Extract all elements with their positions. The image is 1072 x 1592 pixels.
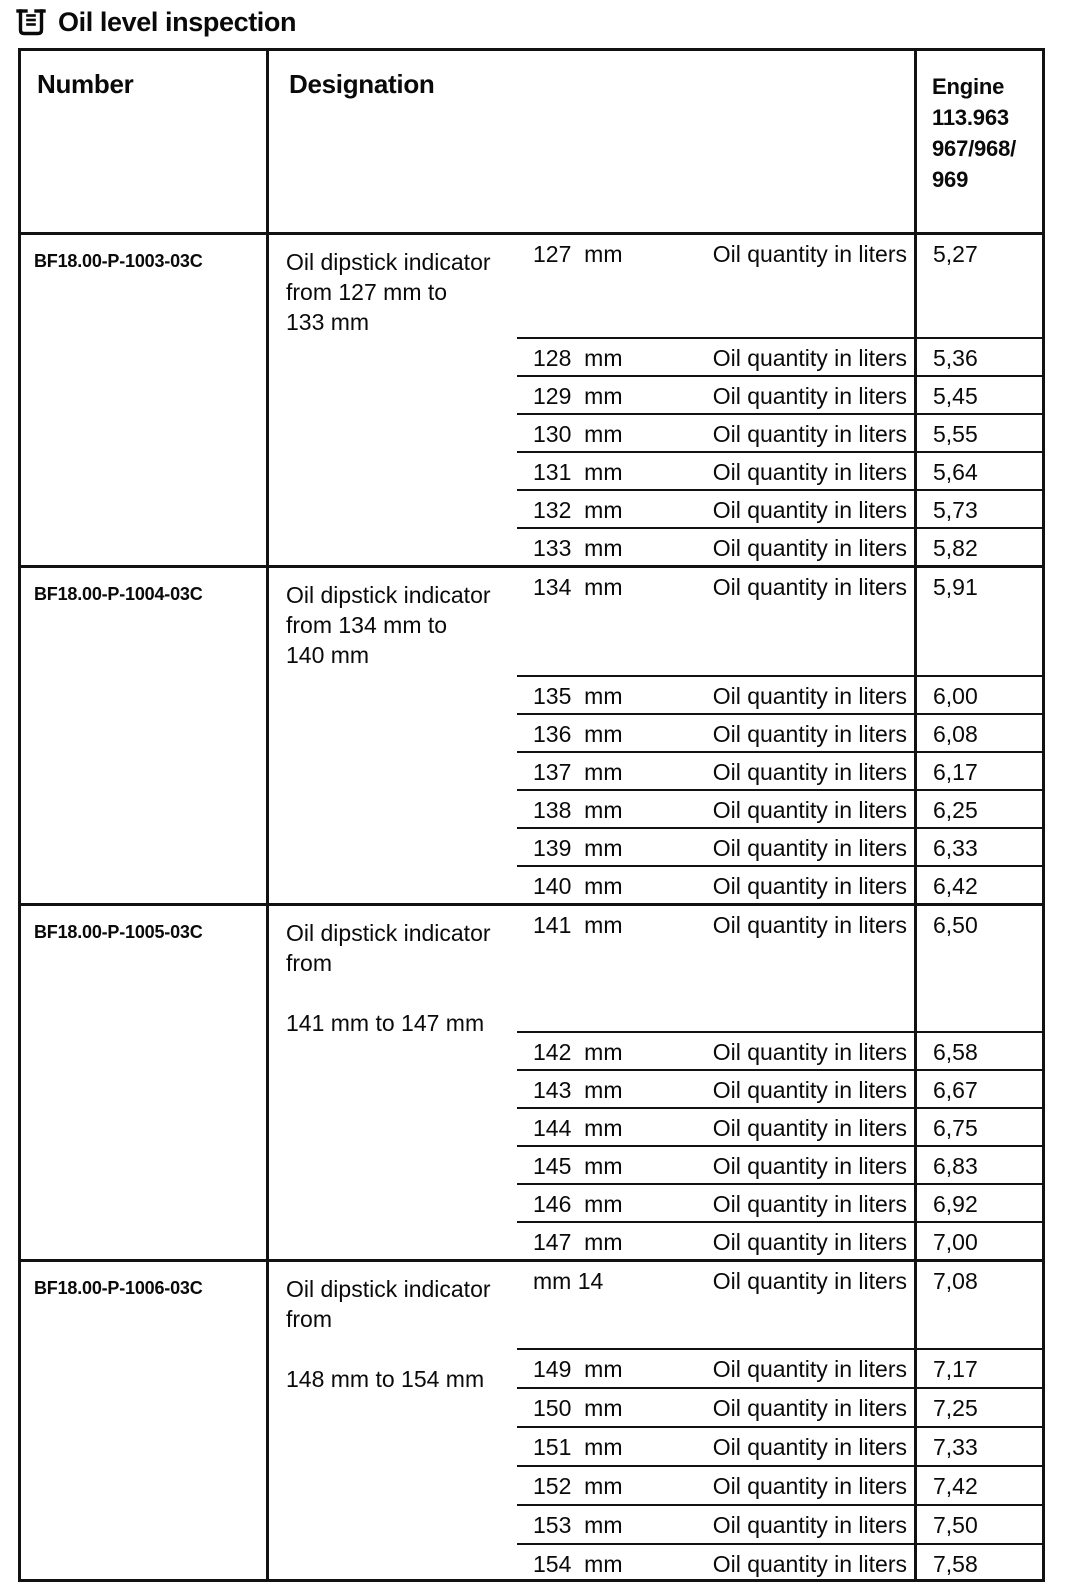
engine-value: 6,08 [914,713,1042,751]
quantity-label: Oil quantity in liters [712,912,907,938]
designation-cell [269,1145,517,1183]
page-title [16,6,296,38]
designation-line: Oil dipstick indicator [286,582,491,608]
level-cell [517,789,914,827]
page-title-text: Oil level inspection [58,6,297,37]
engine-value: 6,58 [914,1031,1042,1069]
block-number: BF18.00-P-1004-03C [21,568,269,903]
dipstick-level: mm 14 [533,1268,604,1294]
table-row [269,235,1042,337]
table-row [269,827,1042,865]
dipstick-level: 129 mm [533,383,623,409]
engine-value: 6,42 [914,865,1042,903]
dipstick-level: 127 mm [533,241,623,267]
block-rows [269,1262,1042,1582]
engine-value: 7,50 [914,1504,1042,1543]
engine-value: 5,73 [914,489,1042,527]
designation-cell [269,527,517,565]
designation-cell [269,451,517,489]
table-row [269,337,1042,375]
engine-value: 6,25 [914,789,1042,827]
designation-cell [269,568,517,675]
designation-line: 141 mm to 147 mm [286,1010,485,1036]
engine-value: 6,92 [914,1183,1042,1221]
designation-line: from 134 mm to [286,612,448,638]
designation-cell [269,489,517,527]
quantity-label: Oil quantity in liters [712,835,907,861]
engine-value: 6,33 [914,827,1042,865]
designation-line [286,978,586,1008]
designation-cell [269,1426,517,1465]
quantity-label: Oil quantity in liters [712,421,907,447]
engine-value: 7,00 [914,1221,1042,1259]
designation-line: 133 mm [286,309,370,335]
quantity-label: Oil quantity in liters [712,383,907,409]
dipstick-level: 142 mm [533,1039,623,1065]
designation-cell [269,1107,517,1145]
block-rows [269,235,1042,565]
table-row [269,527,1042,565]
designation-cell [269,1069,517,1107]
engine-value: 5,36 [914,337,1042,375]
table-row [269,568,1042,675]
quantity-label: Oil quantity in liters [712,721,907,747]
table-row [269,675,1042,713]
table-block [21,903,1042,1259]
designation-cell [269,1543,517,1582]
quantity-label: Oil quantity in liters [712,797,907,823]
designation-cell [269,1504,517,1543]
block-designation [286,918,586,1038]
column-header-designation: Designation [289,69,435,99]
table-row [269,1031,1042,1069]
engine-header-line: Engine [932,74,1005,99]
quantity-label: Oil quantity in liters [712,1077,907,1103]
dipstick-level: 154 mm [533,1551,623,1577]
engine-value: 7,17 [914,1348,1042,1387]
dipstick-level: 135 mm [533,683,623,709]
engine-value: 5,55 [914,413,1042,451]
engine-value: 7,58 [914,1543,1042,1582]
dipstick-level: 131 mm [533,459,623,485]
engine-value: 5,27 [914,235,1042,337]
designation-cell [269,827,517,865]
dipstick-level: 134 mm [533,574,623,600]
block-designation [286,247,586,337]
level-cell [517,1221,914,1259]
dipstick-level: 137 mm [533,759,623,785]
level-cell [517,675,914,713]
block-rows [269,906,1042,1259]
engine-value: 7,25 [914,1387,1042,1426]
dipstick-level: 146 mm [533,1191,623,1217]
quantity-label: Oil quantity in liters [712,683,907,709]
table-row [269,451,1042,489]
designation-cell [269,413,517,451]
designation-cell [269,789,517,827]
dipstick-level: 133 mm [533,535,623,561]
level-cell [517,1465,914,1504]
dipstick-level: 139 mm [533,835,623,861]
designation-line: Oil dipstick indicator [286,920,491,946]
engine-value: 6,50 [914,906,1042,1031]
dipstick-level: 136 mm [533,721,623,747]
table-block [21,1259,1042,1582]
level-cell [517,1543,914,1582]
table-row [269,1465,1042,1504]
quantity-label: Oil quantity in liters [712,1551,907,1577]
level-cell [517,827,914,865]
designation-cell [269,713,517,751]
block-number: BF18.00-P-1006-03C [21,1262,269,1582]
dipstick-level: 128 mm [533,345,623,371]
engine-value: 6,75 [914,1107,1042,1145]
block-rows [269,568,1042,903]
quantity-label: Oil quantity in liters [712,1229,907,1255]
table-row [269,489,1042,527]
block-number: BF18.00-P-1005-03C [21,906,269,1259]
engine-value: 5,64 [914,451,1042,489]
designation-cell [269,1031,517,1069]
table-row [269,751,1042,789]
level-cell [517,451,914,489]
designation-cell [269,1221,517,1259]
table-row [269,865,1042,903]
column-header-number: Number [21,51,269,232]
dipstick-level: 138 mm [533,797,623,823]
designation-cell [269,375,517,413]
quantity-label: Oil quantity in liters [712,1473,907,1499]
level-cell [517,865,914,903]
level-cell [517,413,914,451]
engine-value: 5,45 [914,375,1042,413]
engine-value: 5,91 [914,568,1042,675]
level-cell [517,713,914,751]
dipstick-level: 152 mm [533,1473,623,1499]
quantity-label: Oil quantity in liters [712,1356,907,1382]
level-cell [517,1107,914,1145]
table-block [21,232,1042,565]
level-cell [517,1426,914,1465]
table-row [269,1348,1042,1387]
table-row [269,1543,1042,1582]
block-designation [286,580,586,670]
table-header-row [21,51,1042,232]
quantity-label: Oil quantity in liters [712,1191,907,1217]
quantity-label: Oil quantity in liters [712,873,907,899]
designation-line: Oil dipstick indicator [286,249,491,275]
table-row [269,1145,1042,1183]
dipstick-level: 151 mm [533,1434,623,1460]
level-cell [517,527,914,565]
designation-cell [269,235,517,337]
quantity-label: Oil quantity in liters [712,759,907,785]
quantity-label: Oil quantity in liters [712,345,907,371]
dipstick-level: 153 mm [533,1512,623,1538]
dipstick-level: 145 mm [533,1153,623,1179]
dipstick-level: 132 mm [533,497,623,523]
table-row [269,1069,1042,1107]
oil-container-icon [16,6,46,38]
table-row [269,1183,1042,1221]
level-cell [517,489,914,527]
quantity-label: Oil quantity in liters [712,1115,907,1141]
designation-cell [269,751,517,789]
engine-value: 6,67 [914,1069,1042,1107]
level-cell [517,375,914,413]
designation-line: from 127 mm to [286,279,448,305]
dipstick-level: 144 mm [533,1115,623,1141]
engine-value: 6,00 [914,675,1042,713]
level-cell [517,1183,914,1221]
designation-cell [269,1348,517,1387]
quantity-label: Oil quantity in liters [712,1153,907,1179]
quantity-label: Oil quantity in liters [712,1039,907,1065]
engine-header-line: 113.963 [932,105,1009,130]
designation-line: 140 mm [286,642,370,668]
column-header-engine [914,51,1042,232]
designation-cell [269,906,517,1036]
engine-value: 6,17 [914,751,1042,789]
designation-cell [269,1262,517,1392]
quantity-label: Oil quantity in liters [712,1268,907,1294]
dipstick-level: 140 mm [533,873,623,899]
quantity-label: Oil quantity in liters [712,1395,907,1421]
dipstick-level: 149 mm [533,1356,623,1382]
level-cell [517,1145,914,1183]
level-cell [517,337,914,375]
level-cell [517,751,914,789]
engine-header-line: 967/968/ [932,136,1017,161]
dipstick-level: 141 mm [533,912,623,938]
table-row [269,375,1042,413]
designation-cell [269,675,517,713]
table-row [269,906,1042,1036]
dipstick-level: 147 mm [533,1229,623,1255]
level-cell [517,1504,914,1543]
quantity-label: Oil quantity in liters [712,535,907,561]
table-row [269,1387,1042,1426]
level-cell [517,1069,914,1107]
dipstick-level: 130 mm [533,421,623,447]
quantity-label: Oil quantity in liters [712,1512,907,1538]
engine-value: 6,83 [914,1145,1042,1183]
table-row [269,1221,1042,1259]
engine-header-line: 969 [932,167,969,192]
designation-line: from [286,1306,332,1332]
dipstick-level: 150 mm [533,1395,623,1421]
quantity-label: Oil quantity in liters [712,1434,907,1460]
table-block [21,565,1042,903]
designation-line: from [286,950,332,976]
designation-cell [269,1465,517,1504]
quantity-label: Oil quantity in liters [712,497,907,523]
designation-line: Oil dipstick indicator [286,1276,491,1302]
table-row [269,1504,1042,1543]
designation-cell [269,1387,517,1426]
block-number: BF18.00-P-1003-03C [21,235,269,565]
table-row [269,413,1042,451]
table-row [269,1107,1042,1145]
table-row [269,789,1042,827]
designation-line: 148 mm to 154 mm [286,1366,485,1392]
designation-cell [269,1183,517,1221]
quantity-label: Oil quantity in liters [712,574,907,600]
table-body [21,232,1042,1582]
table-row [269,1426,1042,1465]
engine-value: 7,08 [914,1262,1042,1348]
engine-value: 7,33 [914,1426,1042,1465]
designation-cell [269,337,517,375]
oil-level-table [18,48,1045,1582]
quantity-label: Oil quantity in liters [712,241,907,267]
engine-value: 7,42 [914,1465,1042,1504]
table-row [269,713,1042,751]
dipstick-level: 143 mm [533,1077,623,1103]
designation-cell [269,865,517,903]
quantity-label: Oil quantity in liters [712,459,907,485]
engine-value: 5,82 [914,527,1042,565]
